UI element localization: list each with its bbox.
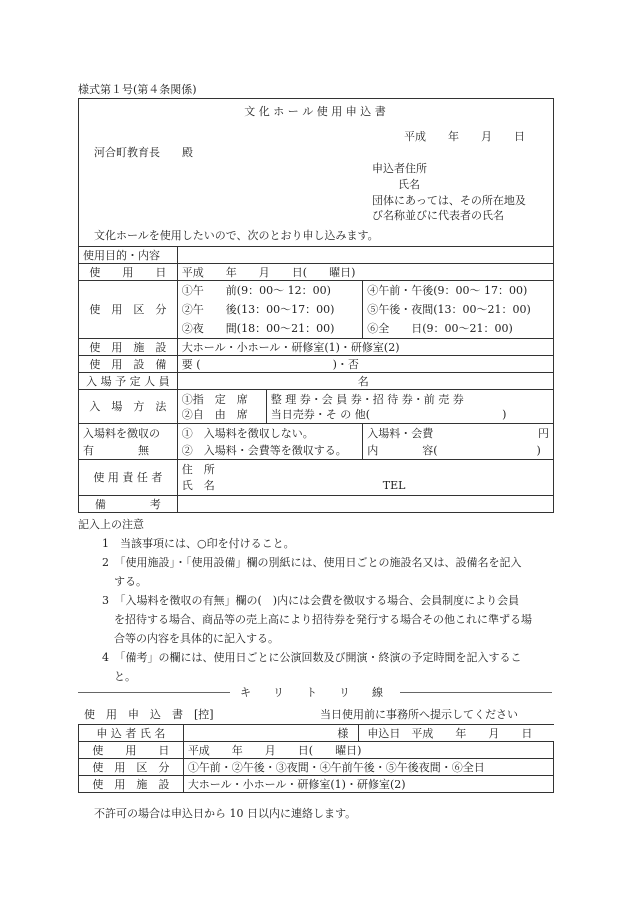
attendance-row	[79, 373, 554, 390]
stub-date-field[interactable]: 平成 年 月 日( 曜日)	[183, 742, 553, 759]
remarks-label: 備 考	[79, 496, 178, 513]
facility-row	[79, 339, 554, 356]
cutline-label: キ リ ト リ 線	[240, 686, 383, 699]
fee-label-line-1: 入場料を徴収の	[83, 426, 160, 440]
stub-title: 使 用 申 込 書 [控]	[84, 708, 214, 721]
remarks-row	[79, 496, 554, 513]
note-item: と。	[114, 670, 136, 683]
division-option[interactable]: ④午前・午後(9：00～ 17：00)	[367, 284, 528, 297]
fee-content: 内 容( )	[367, 443, 541, 457]
stub-facility-label: 使 用 施 設	[79, 776, 184, 793]
stub-name-field[interactable]	[183, 725, 359, 742]
seat-options[interactable]	[178, 390, 267, 423]
stub-apply-date: 申込日 平成 年 月 日	[359, 725, 554, 742]
responsible-address-label: 住 所	[181, 462, 215, 476]
seat-option[interactable]: ②自 由 席	[181, 408, 248, 421]
fee-row	[79, 424, 554, 460]
group-note-2: び名称並びに代表者の氏名	[372, 209, 504, 222]
entry-label: 入 場 方 法	[79, 390, 178, 424]
facility-field[interactable]: 大ホール・小ホール・研修室(1)・研修室(2)	[177, 339, 553, 356]
division-right-options[interactable]	[363, 281, 554, 339]
remarks-field[interactable]	[177, 496, 553, 513]
intro-text: 文化ホールを使用したいので、次のとおり申し込みます。	[94, 229, 379, 242]
addressee: 河合町教育長 殿	[94, 146, 193, 159]
stub-facility-row	[79, 776, 554, 793]
division-left-options[interactable]	[177, 281, 362, 339]
stub-division-field[interactable]: ①午前・②午後・③夜間・④午前午後・⑤午後夜間・⑥全日	[183, 759, 553, 776]
fee-option[interactable]: ① 入場料を徴収しない。	[181, 426, 314, 440]
applicant-address-label: 申込者住所	[372, 162, 427, 175]
date-label: 使 用 日	[79, 264, 178, 281]
fee-amount-unit: 円	[538, 426, 549, 440]
fee-label-line-2: 有 無	[83, 443, 149, 457]
note-item: 1 当該事項には、○印を付けること。	[102, 537, 295, 550]
entry-cell	[177, 390, 553, 424]
form-title: 文 化 ホ ー ル 使 用 申 込 書	[244, 105, 386, 118]
stub-table	[78, 724, 554, 793]
responsible-label: 使 用 責 任 者	[79, 460, 178, 496]
application-table	[78, 246, 554, 513]
purpose-field[interactable]	[177, 247, 553, 264]
purpose-row	[79, 247, 554, 264]
stub-date-label: 使 用 日	[79, 742, 184, 759]
date-line: 平成 年 月 日	[404, 130, 525, 143]
ticket-options[interactable]	[267, 390, 511, 423]
entry-row	[79, 390, 554, 424]
facility-label: 使 用 施 設	[79, 339, 178, 356]
division-option[interactable]: ②午 後(13：00～17：00)	[181, 303, 335, 316]
note-item: 合等の内容を具体的に記入する。	[114, 632, 279, 645]
cutline-right	[400, 692, 552, 693]
stub-facility-field[interactable]: 大ホール・小ホール・研修室(1)・研修室(2)	[183, 776, 553, 793]
division-row	[79, 281, 554, 339]
ticket-option[interactable]: 当日売券・そ の 他( )	[270, 408, 507, 421]
division-option[interactable]: ⑥全 日(9：00～21：00)	[367, 322, 513, 335]
stub-name-suffix: 様	[337, 726, 349, 740]
form-number: 様式第１号(第４条関係)	[78, 83, 197, 96]
seat-option[interactable]: ①指 定 席	[181, 393, 248, 406]
fee-option[interactable]: ② 入場料・会費等を徴収する。	[181, 443, 347, 457]
responsible-name-label: 氏 名	[181, 478, 215, 492]
group-note-1: 団体にあっては、その所在地及	[372, 194, 526, 207]
stub-name-label: 申 込 者 氏 名	[79, 725, 184, 742]
stub-date-row	[79, 742, 554, 759]
fee-amount-cell[interactable]	[363, 424, 554, 460]
responsible-tel-label: TEL	[382, 478, 406, 492]
stub-division-label: 使 用 区 分	[79, 759, 184, 776]
note-item: する。	[114, 575, 147, 588]
division-option[interactable]: ①午 前(9：00～ 12：00)	[181, 284, 331, 297]
fee-options[interactable]	[177, 424, 362, 460]
stub-division-row	[79, 759, 554, 776]
note-item: 4 「備考」の欄には、使用日ごとに公演回数及び開演・終演の予定時間を記入するこ	[102, 651, 522, 664]
attendance-field[interactable]: 名	[177, 373, 553, 390]
equipment-label: 使 用 設 備	[79, 356, 178, 373]
applicant-name-label: 氏名	[398, 178, 420, 191]
division-option[interactable]: ⑤午後・夜間(13：00～21：00)	[367, 303, 531, 316]
equipment-field[interactable]: 要 ( )・否	[177, 356, 553, 373]
date-field[interactable]: 平成 年 月 日( 曜日)	[177, 264, 553, 281]
cutline-left	[78, 692, 230, 693]
note-item: 2 「使用施設」・「使用設備」欄の別紙には、使用日ごとの施設名又は、設備名を記入	[102, 556, 522, 569]
ticket-option[interactable]: 整 理 券・会 員 券・招 待 券・前 売 券	[270, 393, 464, 406]
note-item: を招待する場合、商品等の売上高により招待券を発行する場合その他これに準ずる場	[114, 613, 532, 626]
stub-notice: 当日使用前に事務所へ提示してください	[320, 708, 518, 721]
footer-note: 不許可の場合は申込日から 10 日以内に連絡します。	[94, 807, 357, 820]
division-label: 使 用 区 分	[79, 281, 178, 339]
attendance-label: 入 場 予 定 人 員	[79, 373, 178, 390]
division-option[interactable]: ②夜 間(18：00～21：00)	[181, 322, 335, 335]
form-frame-header	[78, 98, 554, 247]
note-item: 3 「入場料を徴収の有無」欄の( )内には会費を徴収する場合、会員制度により会員	[102, 594, 520, 607]
responsible-field[interactable]	[177, 460, 553, 496]
purpose-label: 使用目的・内容	[79, 247, 178, 264]
date-row	[79, 264, 554, 281]
fee-label	[79, 424, 178, 460]
equipment-row	[79, 356, 554, 373]
fee-amount-label: 入場料・会費	[367, 426, 434, 440]
notes-heading: 記入上の注意	[78, 518, 144, 531]
responsible-row	[79, 460, 554, 496]
stub-name-row	[79, 725, 554, 742]
